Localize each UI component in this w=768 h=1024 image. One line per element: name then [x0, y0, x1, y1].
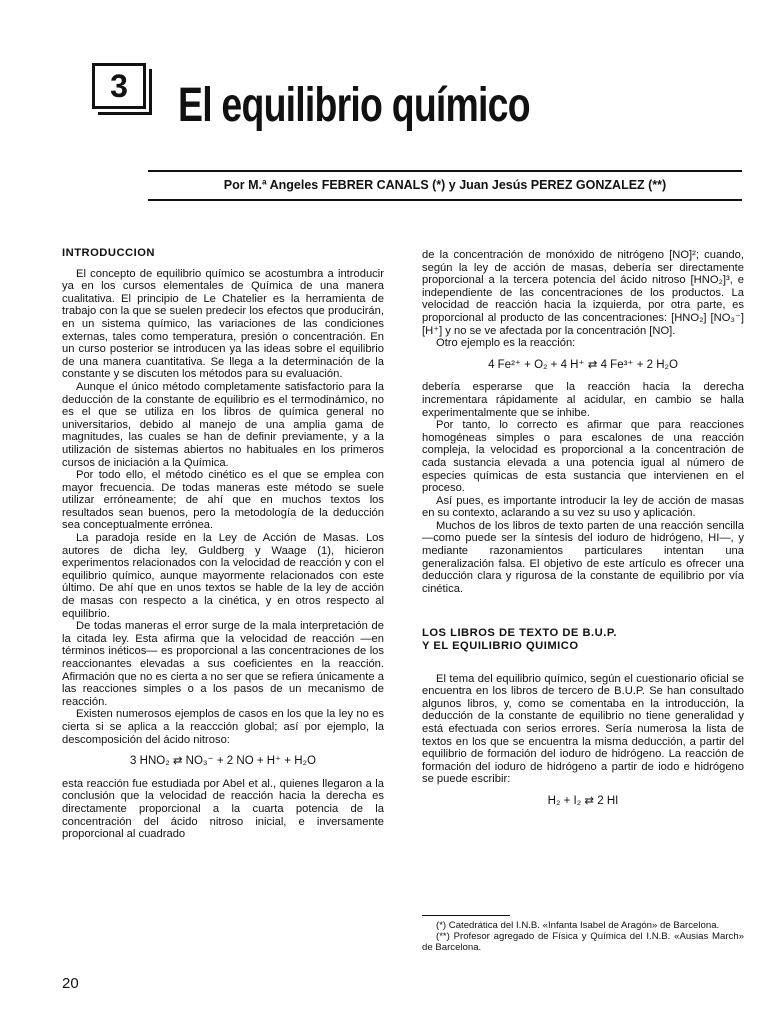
footnote: (**) Profesor agregado de Física y Química del I.N.B. «Ausias March» de Barcelona. — [422, 931, 744, 953]
footnotes — [422, 920, 744, 953]
equation-iron: 4 Fe²⁺ + O₂ + 4 H⁺ ⇄ 4 Fe³⁺ + 2 H₂O — [488, 358, 678, 371]
paragraph: Otro ejemplo es la reacción: — [436, 337, 576, 350]
section-spacer — [422, 661, 744, 673]
paragraph: Por tanto, lo correcto es afirmar que para reacciones homogéneas simples o para escalones de una reacción compleja, la velocidad es proporcional a la concentración de cada sustancia elevada a una potencia igual al número de especies químicas de esta sustancia que intervienen en el proceso. — [422, 419, 744, 495]
paragraph: La paradoja reside en la Ley de Acción de Masas. Los autores de dicha ley, Guldberg y Waage (1), hicieron experimentos relacionados con la velocidad de reacción y con el equilibrio químico, aunque mayormente relacionados con este último. De ahí que en unos textos se hable de la ley de acción de masas con respecto a la cinética, y en otros respecto al equilibrio. — [62, 532, 384, 620]
paragraph: esta reacción fue estudiada por Abel et al., quienes llegaron a la conclusión que la velocidad de reacción hacia la derecha es directamente proporcional a la cuarta potencia de la concentración del ácido nitroso inicial, e inversamente proporcional al cuadrado — [62, 777, 384, 841]
chapter-number-box — [92, 63, 146, 109]
page-number: 20 — [62, 975, 79, 992]
page-title: El equilibrio químico — [178, 79, 530, 132]
paragraph: Por todo ello, el método cinético es el que se emplea con mayor frecuencia. De todas maneras este método se suele utilizar erróneamente; de ahí que en muchos textos los resultados sean buenos, pero la metodología de la deducción sea conceptualmente errónea. — [62, 469, 384, 532]
paragraph: El concepto de equilibrio químico se acostumbra a introducir ya en los cursos elementales de Química de una manera cualitativa. El principio de Le Chatelier es la herramienta de trabajo con la que se suelen predecir los efectos que producirán, en un sistema químico, las variaciones de las condiciones externas, tales como temperatura, presión o concentración. En un curso posterior se introducen ya las ideas sobre el equilibrio de una manera cuantitativa. Se llega a la determinación de la constante y se discuten los métodos para su evaluación. — [62, 267, 384, 381]
equation-hydrogen-iodide: H₂ + I₂ ⇄ 2 HI — [547, 794, 619, 807]
section-spacer — [422, 595, 744, 627]
footnote: (*) Catedrática del I.N.B. «Infanta Isabel de Aragón» de Barcelona. — [436, 920, 720, 931]
paragraph: El tema del equilibrio químico, según el cuestionario oficial se encuentra en los libros de tercero de B.U.P. Se han consultado algunos libros, y, como se comentaba en la introducción, la deducción de la constante de equilibrio no tiene generalidad y está efectuada con serios errores. Sería numerosa la lista de textos en los que se encuentra la misma deducción, a partir del equilibrio de formación del ioduro de hidrógeno. La reacción de formación del ioduro de hidrógeno a partir de iodo e hidrógeno se puede escribir: — [422, 672, 744, 786]
paragraph: Muchos de los libros de texto parten de una reacción sencilla —como puede ser la síntesis del ioduro de hidrógeno, HI—, y mediante razonamientos particulares intentan una generalización falsa. El objetivo de este artículo es ofrecer una deducción clara y rigurosa de la constante de equilibrio por vía cinética. — [422, 519, 744, 595]
section-heading-introduccion: INTRODUCCION — [62, 247, 156, 259]
header-rule-bottom — [148, 199, 742, 201]
footnote-rule — [422, 915, 510, 916]
paragraph: Aunque el único método completamente satisfactorio para la deducción de la constante de equilibrio es el termodinámico, no es el que se utiliza en los libros de química general no universitarios, debido al manejo de una amplia gama de magnitudes, las cuales se han de definir previamente, y a la utilización de sistemas abiertos no habituales en los primeros cursos de iniciación a la Química. — [62, 380, 384, 469]
paragraph: debería esperarse que la reacción hacia la derecha incrementara rápidamente al acidular, en cambio se halla experimentalmente que se inhibe. — [422, 381, 744, 419]
paragraph: de la concentración de monóxido de nitrógeno [NO]²; cuando, según la ley de acción de masas, debería ser directamente proporcional a la tercera potencia del ácido nitroso [HNO₂]³, e independiente de las concentraciones de los productos. La velocidad de reacción hacia la izquierda, por otra parte, es proporcional al producto de las concentraciones: [HNO₂] [NO₃⁻] [H⁺] y no se ve afectada por la concentración [NO]. — [422, 249, 744, 337]
right-column — [422, 249, 744, 818]
chapter-number: 3 — [110, 67, 128, 104]
equation-nitrous-acid: 3 HNO₂ ⇄ NO₃⁻ + 2 NO + H⁺ + H₂O — [130, 755, 316, 768]
section-heading-libros: LOS LIBROS DE TEXTO DE B.U.P. — [422, 627, 617, 640]
authors-line: Por M.ª Angeles FEBRER CANALS (*) y Juan Jesús PEREZ GONZALEZ (**) — [223, 178, 667, 192]
left-column — [62, 247, 384, 841]
paragraph: Así pues, es importante introducir la ley de acción de masas en su contexto, aclarando a su vez su uso y aplicación. — [422, 494, 744, 520]
header-rule-top — [148, 170, 742, 172]
paragraph: De todas maneras el error surge de la mala interpretación de la citada ley. Esta afirma que la velocidad de reacción —en términos inéticos— es proporcional a las concentraciones de los reaccionantes elevadas a sus coeficientes en la reacción. Afirmación que no es cierta a no ser que se refiera únicamente a las reacciones simples o a los pasos de un mecanismo de reacción. — [62, 620, 384, 708]
paragraph: Existen numerosos ejemplos de casos en los que la ley no es cierta si se aplica a la reaccción global; así por ejemplo, la descomposición del ácido nitroso: — [62, 708, 384, 746]
section-heading-libros-line2: Y EL EQUILIBRIO QUIMICO — [422, 640, 579, 653]
